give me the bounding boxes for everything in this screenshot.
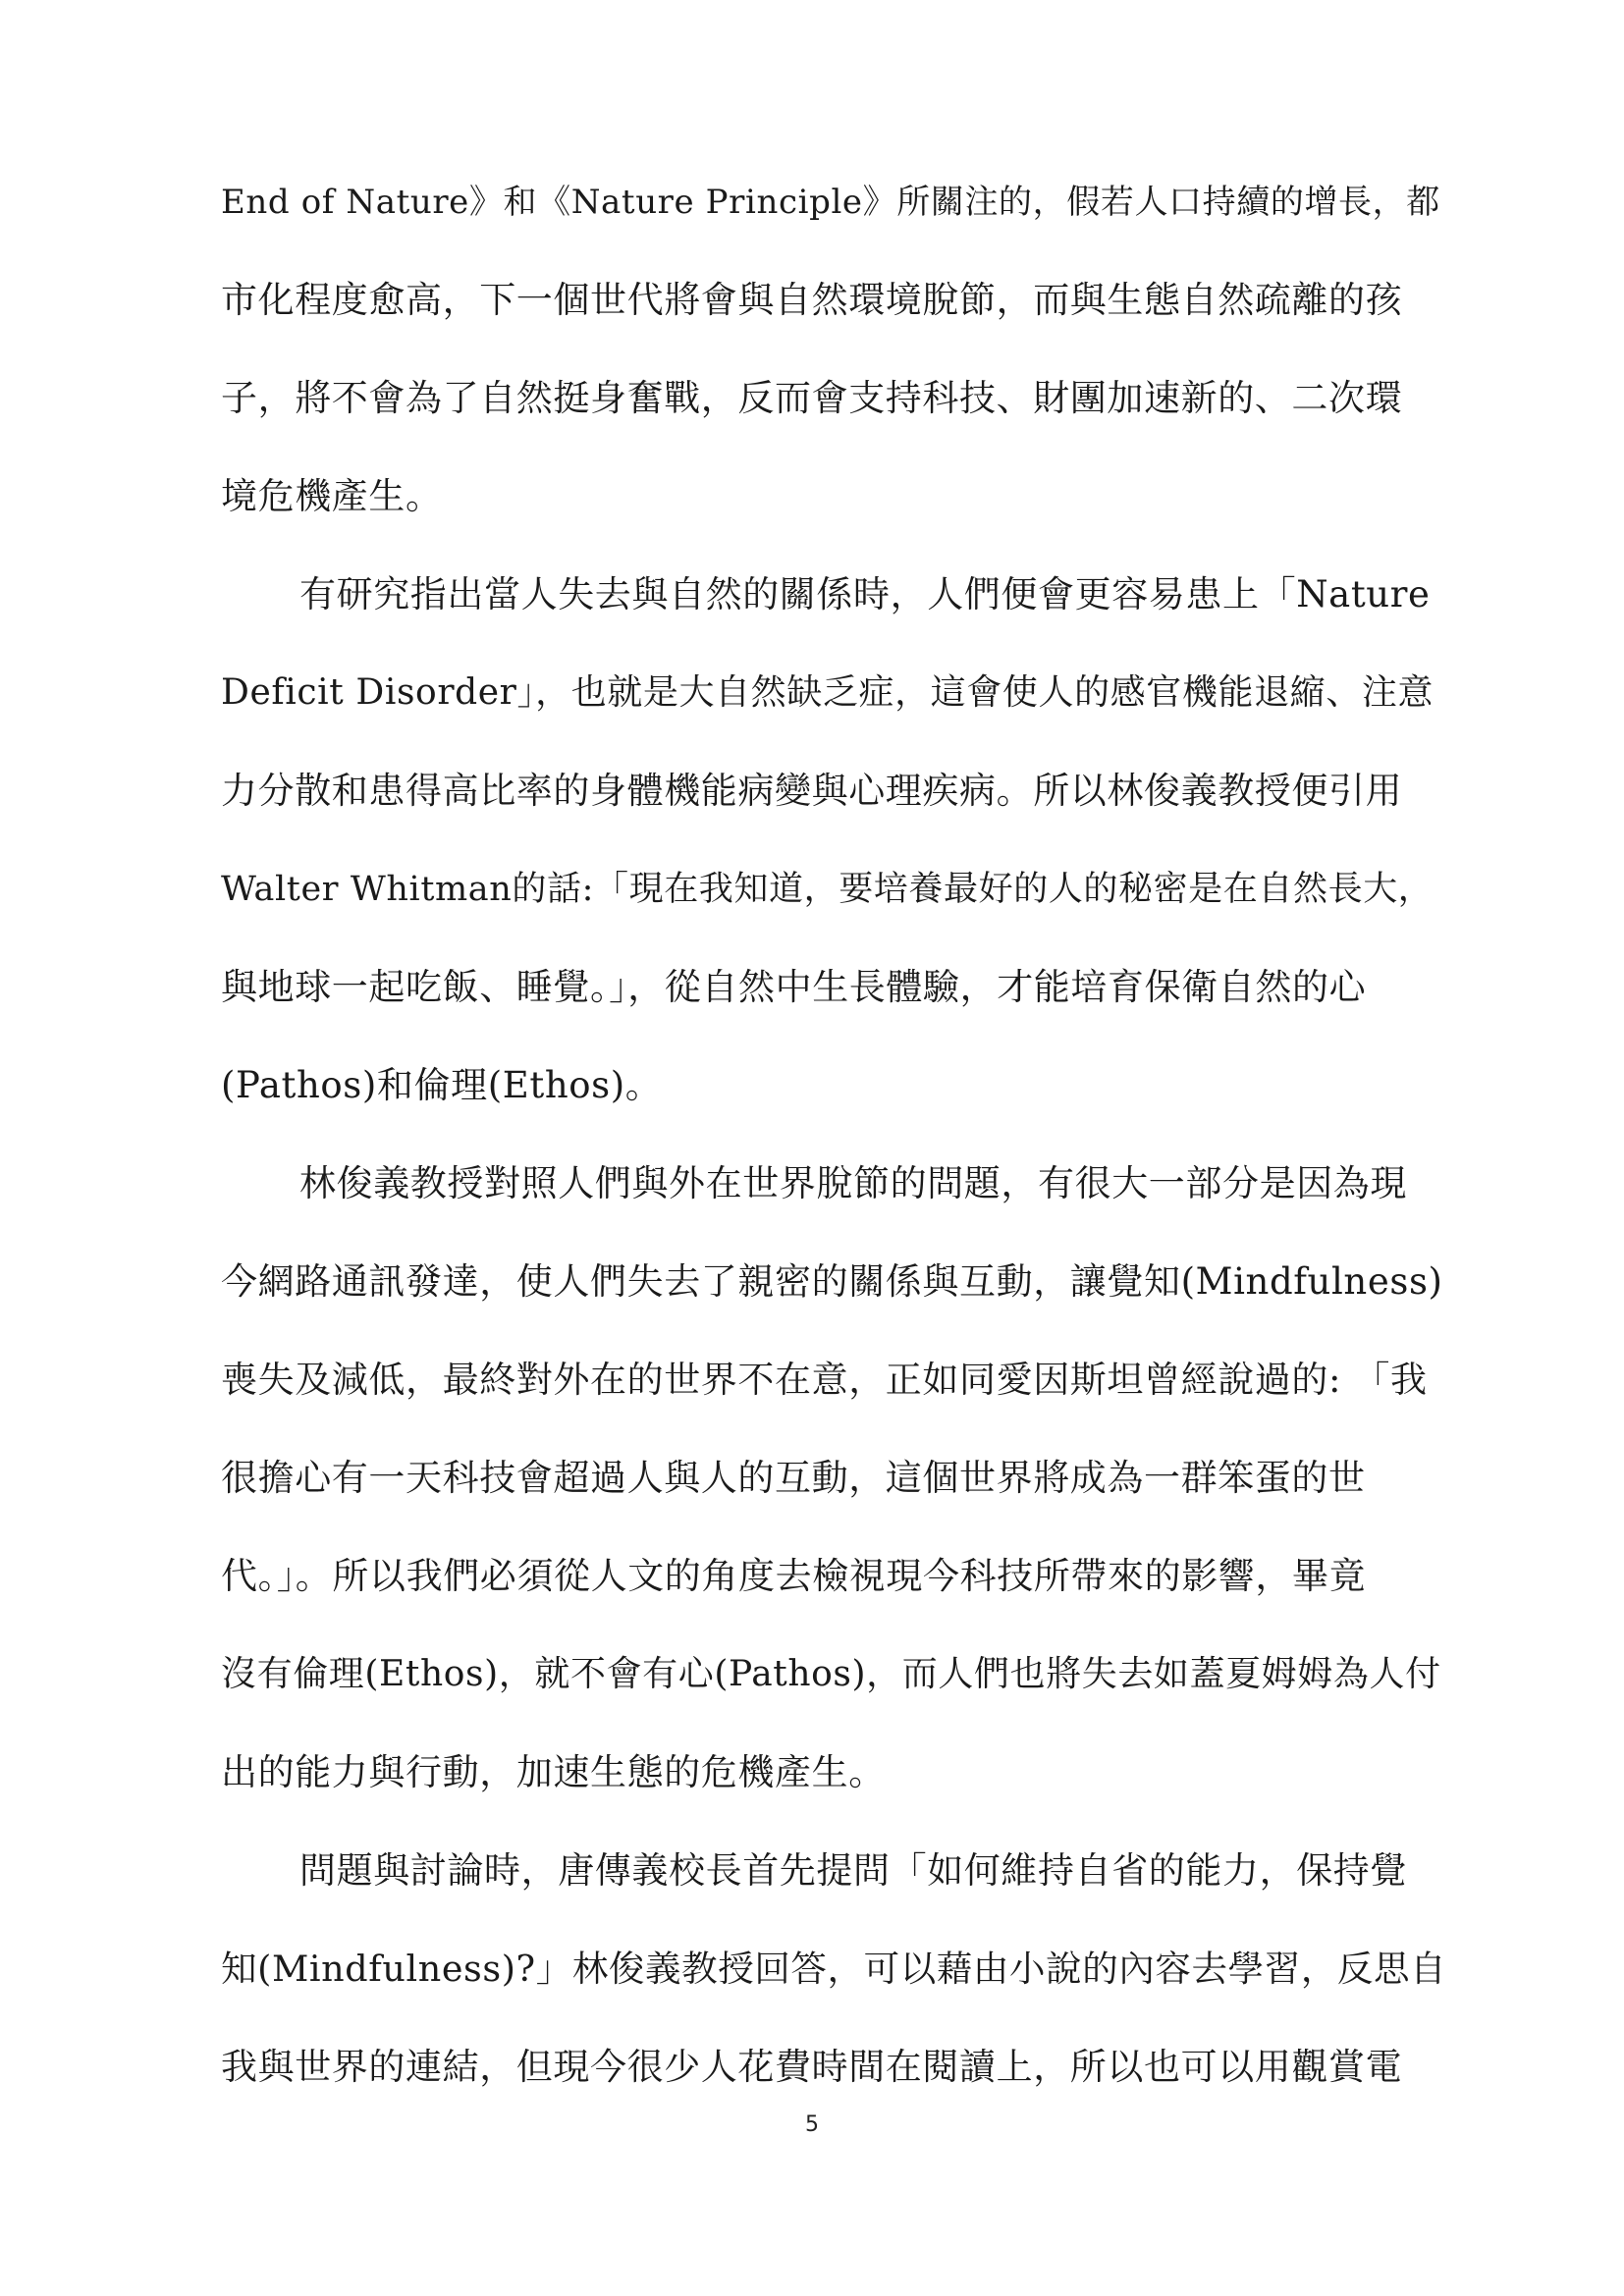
text-line: 知(Mindfulness)?」林俊義教授回答，可以藉由小說的內容去學習，反思自: [221, 1948, 1447, 1990]
text-line: 很擔心有一天科技會超過人與人的互動，這個世界將成為一群笨蛋的世: [221, 1457, 1366, 1499]
text-line: 與地球一起吃飯、睡覺。」，從自然中生長體驗，才能培育保衛自然的心: [221, 966, 1367, 1008]
text-line: End of Nature》和《Nature Principle》所關注的，假若人口持續的增長，都: [221, 183, 1440, 222]
text-line: 代。」。所以我們必須從人文的角度去檢視現今科技所帶來的影響，畢竟: [221, 1555, 1367, 1597]
text-line: 境危機產生。: [221, 475, 443, 517]
text-line: (Pathos)和倫理(Ethos)。: [221, 1064, 663, 1106]
paragraph-first-line: 問題與討論時，唐傳義校長首先提問「如何維持自省的能力，保持覺: [299, 1849, 1407, 1892]
text-line: Walter Whitman的話:「現在我知道，要培養最好的人的秘密是在自然長大，: [221, 870, 1434, 909]
text-line: 我與世界的連結，但現今很少人花費時間在閱讀上，所以也可以用觀賞電: [221, 2046, 1403, 2088]
text-line: Deficit Disorder」，也就是大自然缺乏症，這會使人的感官機能退縮、注意: [221, 672, 1435, 713]
text-line: 沒有倫理(Ethos)，就不會有心(Pathos)，而人們也將失去如蓋夏姆姆為人付: [221, 1654, 1441, 1694]
paragraph-first-line: 有研究指出當人失去與自然的關係時，人們便會更容易患上「Nature: [299, 573, 1431, 615]
text-line: 力分散和患得高比率的身體機能病變與心理疾病。所以林俊義教授便引用: [221, 770, 1403, 812]
page-number: 5: [805, 2112, 819, 2137]
text-line: 今網路通訊發達，使人們失去了親密的關係與互動，讓覺知(Mindfulness): [221, 1260, 1443, 1303]
text-line: 喪失及減低，最終對外在的世界不在意，正如同愛因斯坦曾經說過的: 「我: [221, 1359, 1428, 1401]
text-line: 子，將不會為了自然挺身奮戰，反而會支持科技、財團加速新的、二次環: [221, 377, 1403, 419]
text-line: 市化程度愈高，下一個世代將會與自然環境脫節，而與生態自然疏離的孩: [221, 279, 1403, 321]
paragraph-first-line: 林俊義教授對照人們與外在世界脫節的問題，有很大一部分是因為現: [299, 1162, 1407, 1204]
text-line: 出的能力與行動，加速生態的危機產生。: [221, 1751, 886, 1793]
